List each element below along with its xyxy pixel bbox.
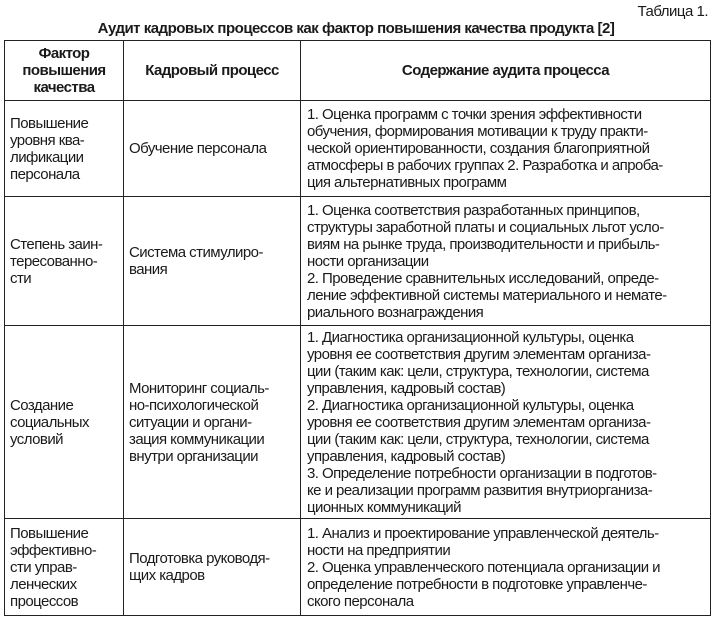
audit-table — [4, 40, 711, 616]
table-title: Аудит кадровых процессов как фактор повышения качества продукта [2] — [97, 20, 615, 37]
content-cell: 1. Оценка программ с точки зрения эффективности обучения, формирования мотивации к труду практи- ческой ориентированности, создания благоприятной атмосферы в рабочих группах 2. Разработка и апроба- ция альтернативных программ — [301, 101, 711, 197]
process-cell: Подготовка руководя- щих кадров — [124, 519, 301, 616]
table-caption: Таблица 1. — [637, 3, 708, 20]
table-row — [5, 197, 711, 326]
factor-cell: Повышение эффективно- сти управ- ленческих процессов — [5, 519, 124, 616]
header-factor: Фактор повышения качества — [5, 41, 124, 101]
header-row — [5, 41, 711, 101]
factor-cell: Повышение уровня ква- лификации персонала — [5, 101, 124, 197]
table-row — [5, 519, 711, 616]
factor-cell: Степень заин- тересованно- сти — [5, 197, 124, 326]
header-content: Содержание аудита процесса — [301, 41, 711, 101]
header-process: Кадровый процесс — [124, 41, 301, 101]
process-cell: Обучение персонала — [124, 101, 301, 197]
process-cell: Мониторинг социаль- но-психологической ситуации и органи- зация коммуникации внутри организации — [124, 326, 301, 519]
process-cell: Система стимулиро- вания — [124, 197, 301, 326]
table-row — [5, 101, 711, 197]
content-cell: 1. Оценка соответствия разработанных принципов, структуры заработной платы и социальных льгот усло- виям на рынке труда, производительности и прибыль- ности организации 2. Проведение сравнительных исследований, опреде- ление эффективной системы материального и немате- риального вознаграждения — [301, 197, 711, 326]
table-row — [5, 326, 711, 519]
factor-cell: Создание социальных условий — [5, 326, 124, 519]
content-cell: 1. Диагностика организационной культуры, оценка уровня ее соответствия другим элементам организа- ции (таким как: цели, структура, технологии, система управления, кадровый состав) 2. Диагностика организационной культуры, оценка уровня ее соответствия другим элементам организа- ции (таким как: цели, структура, технологии, система управления, кадровый состав) 3. Определение потребности организации в подготов- ке и реализации программ развития внутриорганиза- ционных коммуникаций — [301, 326, 711, 519]
content-cell: 1. Анализ и проектирование управленческой деятель- ности на предприятии 2. Оценка управленческого потенциала организации и определение потребности в подготовке управленче- ского персонала — [301, 519, 711, 616]
